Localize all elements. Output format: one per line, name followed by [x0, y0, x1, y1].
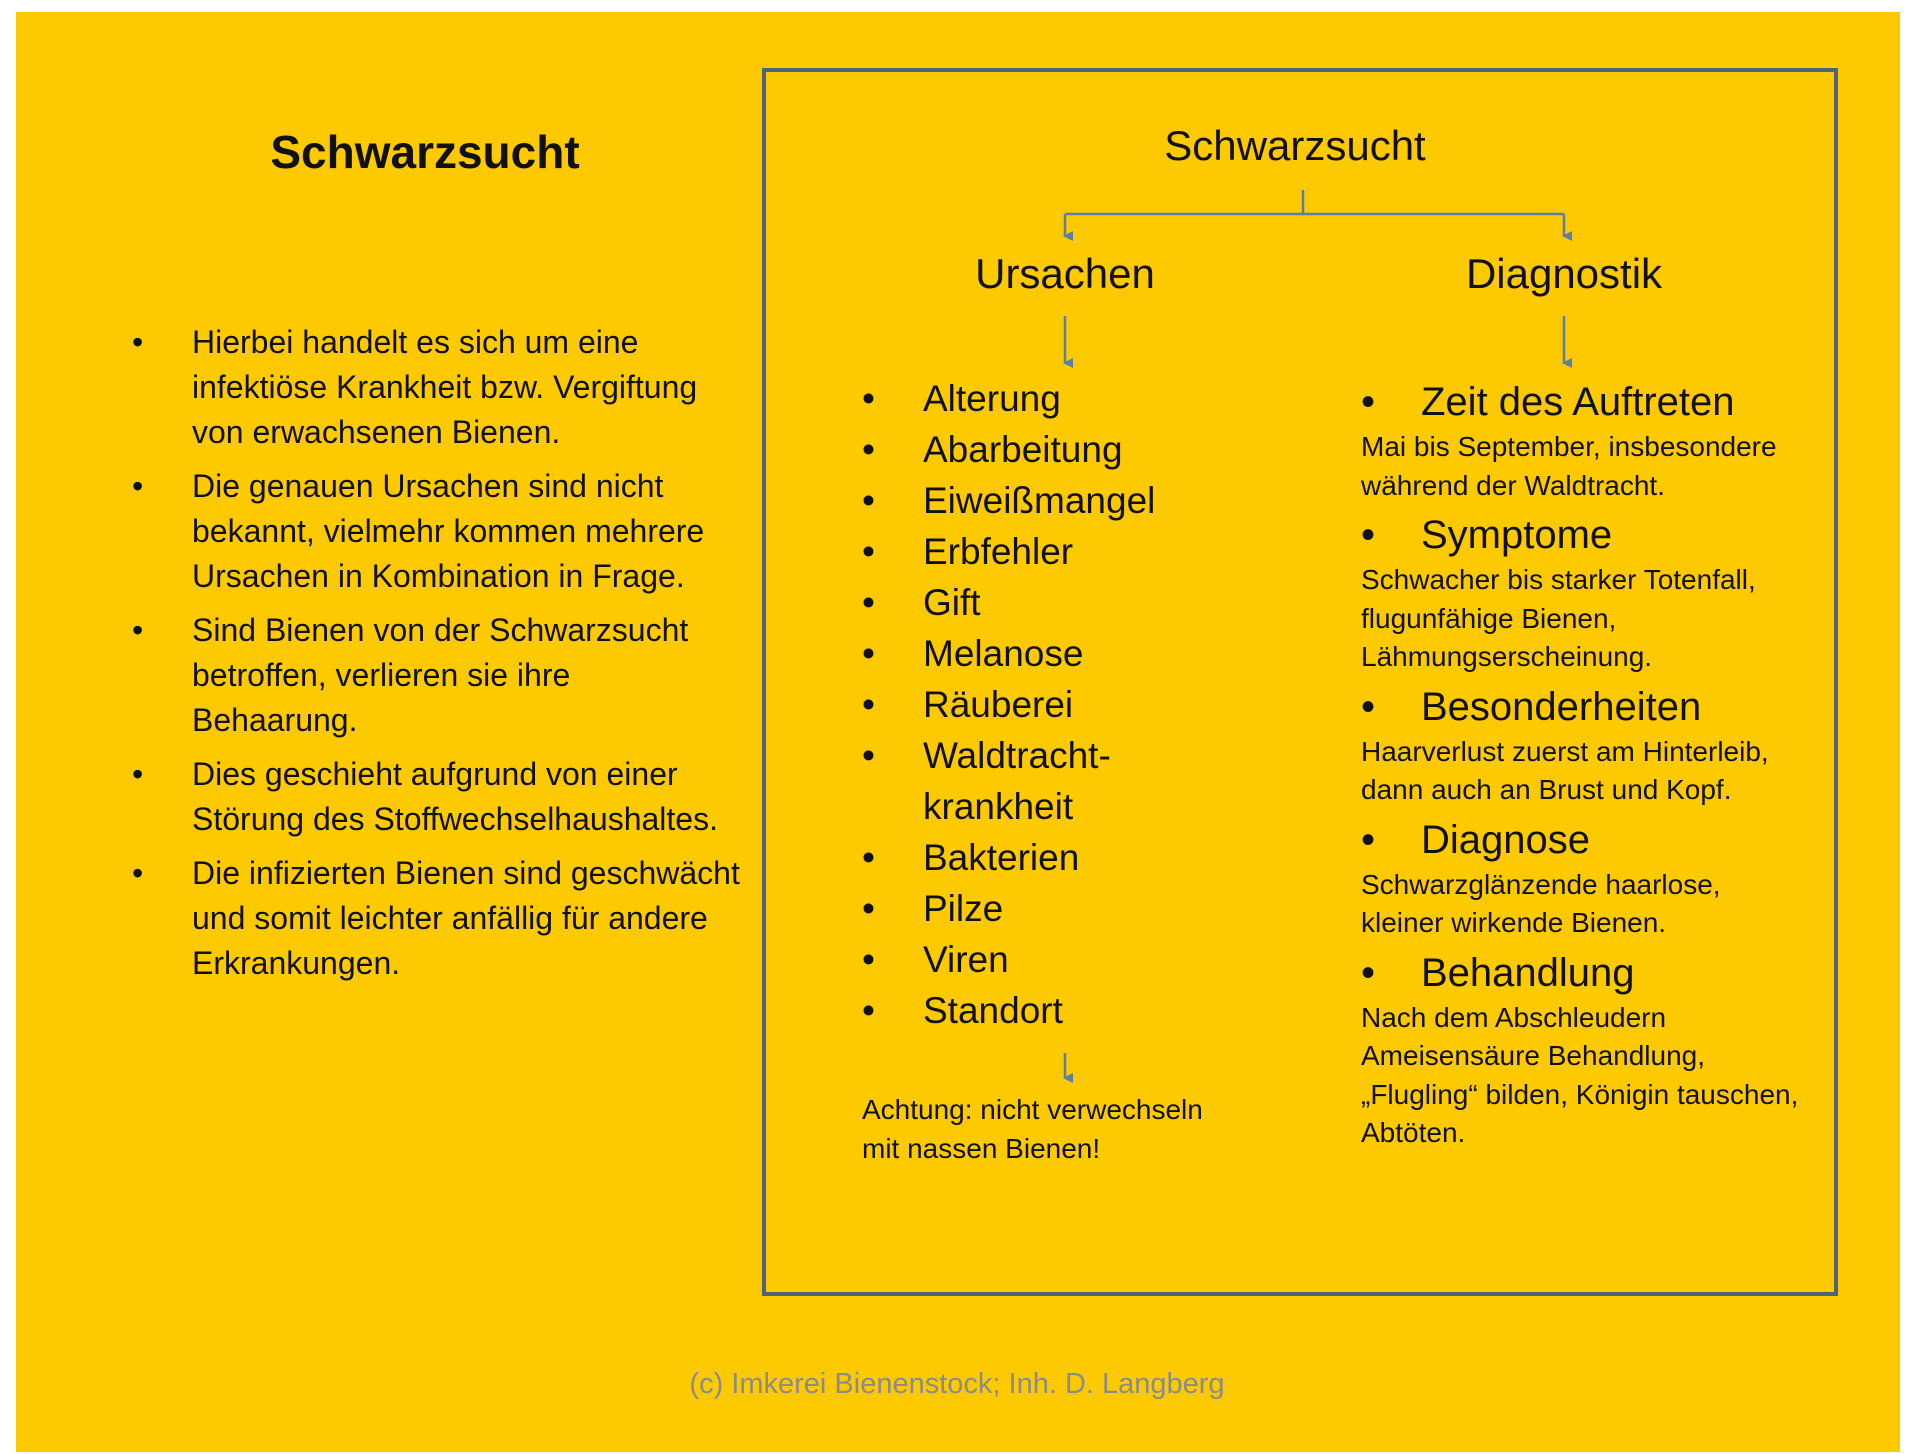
diagnostic-heading: Symptome: [1421, 513, 1613, 557]
diagnostic-description: Schwarzglänzende haarlose, kleiner wirkende Bienen.: [1361, 868, 1721, 938]
cause-item: • Standort: [862, 990, 1063, 1031]
cause-item: • Melanose: [862, 633, 1084, 674]
intro-bullet: • Hierbei handelt es sich um eine infektiöse Krankheit bzw. Vergiftung von erwachsenen Bienen.: [132, 324, 698, 450]
diagnostic-entry: • Besonderheiten Haarverlust zuerst am Hinterleib, dann auch an Brust und Kopf.: [1361, 681, 1801, 810]
diagnostic-entry: • Diagnose Schwarzglänzende haarlose, kleiner wirkende Bienen.: [1361, 814, 1801, 943]
intro-bullet-text: Die infizierten Bienen sind geschwächt und somit leichter anfällig für andere Erkrankungen.: [192, 855, 740, 981]
diagnostics-heading: Diagnostik: [1465, 250, 1663, 297]
intro-bullet: • Dies geschieht aufgrund von einer Störung des Stoffwechselhaushaltes.: [132, 756, 718, 837]
cause-item: • Gift: [862, 582, 981, 623]
diagnostics-list: [1361, 376, 1801, 1157]
intro-bullet: • Die infizierten Bienen sind geschwächt und somit leichter anfällig für andere Erkrankungen.: [132, 855, 740, 981]
page-title: Schwarzsucht: [270, 126, 580, 178]
causes-heading: Ursachen: [975, 250, 1155, 297]
causes-list: [862, 373, 1262, 1036]
cause-item: • Abarbeitung: [862, 429, 1123, 470]
diagnostic-heading: Besonderheiten: [1421, 684, 1702, 729]
diagram-root-label: Schwarzsucht: [1164, 122, 1426, 169]
intro-bullet-text: Sind Bienen von der Schwarzsucht betroffen, verlieren sie ihre Behaarung.: [192, 612, 689, 738]
cause-item: • Alterung: [862, 378, 1061, 419]
diagnostic-heading: Zeit des Auftreten: [1421, 380, 1735, 424]
cause-item: • Räuberei: [862, 684, 1074, 725]
cause-item: • Eiweißmangel: [862, 480, 1156, 521]
diagnostic-description: Haarverlust zuerst am Hinterleib, dann auch an Brust und Kopf.: [1361, 735, 1769, 805]
diagnostic-entry: • Zeit des Auftreten Mai bis September, insbesondere während der Waldtracht.: [1361, 376, 1801, 505]
diagnostic-description: Schwacher bis starker Totenfall, flugunfähige Bienen, Lähmungserscheinung.: [1361, 564, 1756, 672]
diagnostic-entry: • Symptome Schwacher bis starker Totenfall, flugunfähige Bienen, Lähmungserscheinung.: [1361, 509, 1801, 677]
cause-item: • Bakterien: [862, 837, 1080, 878]
warning-note: Achtung: nicht verwechseln mit nassen Bienen!: [862, 1094, 1203, 1164]
diagnostic-heading: Diagnose: [1421, 817, 1591, 862]
cause-item: • Erbfehler: [862, 531, 1074, 572]
diagnostic-description: Nach dem Abschleudern Ameisensäure Behandlung, „Flugling“ bilden, Königin tauschen, Abtöten.: [1361, 1001, 1799, 1148]
intro-bullet-text: Die genauen Ursachen sind nicht bekannt, vielmehr kommen mehrere Ursachen in Kombination in Frage.: [192, 468, 705, 594]
intro-bullet-text: Hierbei handelt es sich um eine infektiöse Krankheit bzw. Vergiftung von erwachsenen Bienen.: [192, 324, 698, 450]
diagnostic-description: Mai bis September, insbesondere während der Waldtracht.: [1361, 431, 1777, 501]
cause-item: • Waldtracht-krankheit: [862, 735, 1111, 827]
intro-bullet: • Die genauen Ursachen sind nicht bekannt, vielmehr kommen mehrere Ursachen in Kombination in Frage.: [132, 468, 705, 594]
intro-bullet: • Sind Bienen von der Schwarzsucht betroffen, verlieren sie ihre Behaarung.: [132, 612, 689, 738]
diagnostic-entry: • Behandlung Nach dem Abschleudern Ameisensäure Behandlung, „Flugling“ bilden, Königin tauschen, Abtöten.: [1361, 947, 1801, 1153]
cause-item: • Pilze: [862, 888, 1004, 929]
copyright-footer: (c) Imkerei Bienenstock; Inh. D. Langberg: [689, 1368, 1225, 1400]
cause-item: • Viren: [862, 939, 1009, 980]
intro-bullet-text: Dies geschieht aufgrund von einer Störung des Stoffwechselhaushaltes.: [192, 756, 718, 837]
diagnostic-heading: Behandlung: [1421, 950, 1635, 995]
